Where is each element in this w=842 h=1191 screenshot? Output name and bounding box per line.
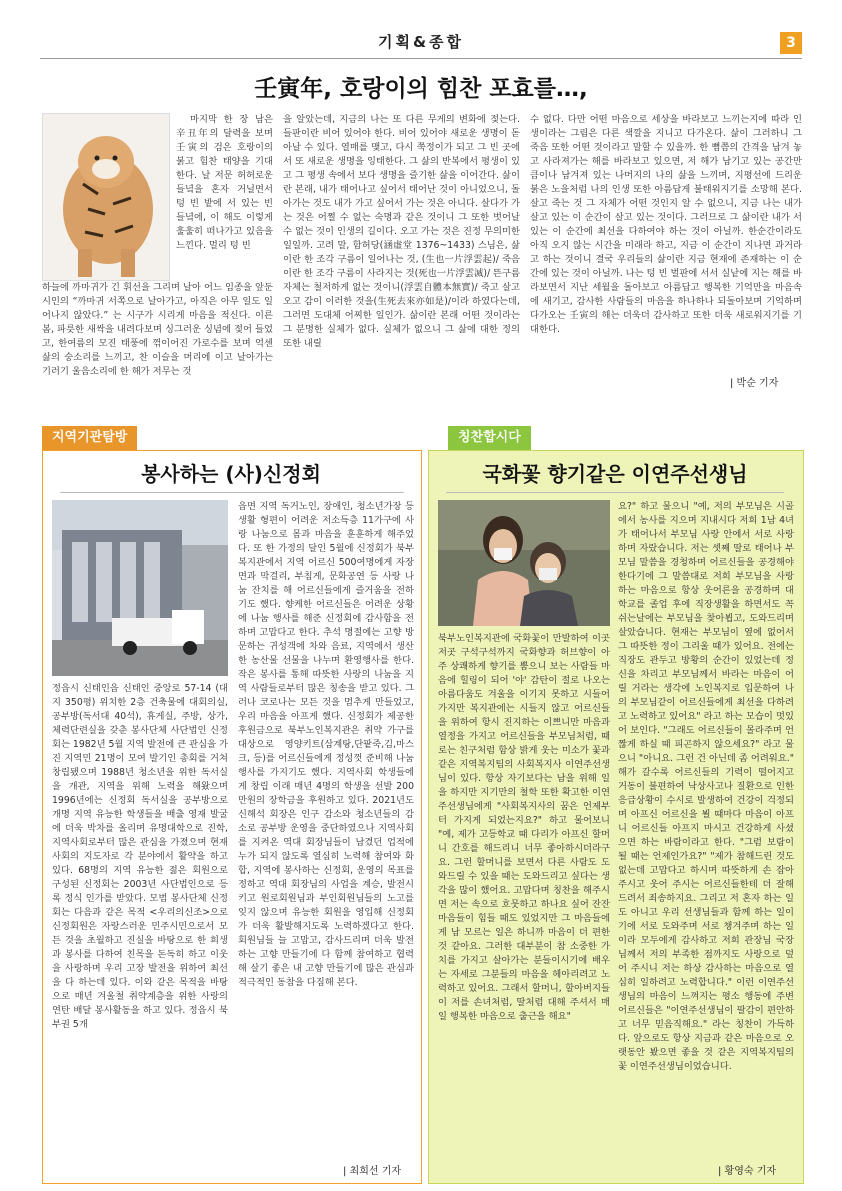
lead-column-2: 을 알았는데, 지금의 나는 또 다른 무게의 변화에 젖는다. 들판이란 비어 있어야 한다. 비어 있어야 새로운 생명이 돋아날 수 있다. 열매를 맺고, 다시 쭉정이가 되고 그 빈 곳에서 또 새로운 생명을 잉태한다. 그 삶의 반복에서 평생이 있고 그 평생 속에서 보다 생명을 즐기한 삶을 이어간다. 삶이란 본래, 내가 태어나고 싶어서 태어난 것이 아니었으니, 돌아가는 것도 내가 가고 싶어서 가는 것은 아니다. 살다가 가는 것은 어쩔 수 없는 숙명과 같은 것이니 그 또한 벗어날 수 없는 것이 인생의 길이다. 오고 가는 것은 진정 무의미한 일일까. 고려 말, 함허당(涵虛堂 1376~1433) 스님은, 삶이란 한 조각 구름이 일어나는 것, (生也一片浮雲起)/ 죽음이란 한 조각 구름이 사라지는 것(死也一片浮雲滅)/ 뜬구름 자체는 철저하게 없는 것이니(浮雲自體本無實)/ 죽고 살고 오고 감이 이러한 것을(生死去來亦如是)/이라 하였다는데, 그러면 도대체 어찌한 일인가. 삶이란 본래 어떤 것이라는 그 분명한 실체가 없다. 실체가 없으니 그 삶에 대한 정의 또한 내릴	[283, 114, 520, 349]
left-article-column-1: 정읍시 신태인읍 신태인 중앙로 57-14 (대지 350평) 위치한 2층 건축물에 대회의실, 공부방(독서대 40석), 휴게실, 주방, 상가, 체력단련실을 갖춘 봉사단체 사단법인 신정회는 1982년 5월 지역 발전에 큰 관심을 가진 지역민 21명이 모여 발기인 총회를 거쳐 창립됐으며 1988년 청소년을 위한 독서실을 개관, 지역을 위해 노력을 해왔으며 1996년에는 신정회 독서실을 공부방으로 개명 지역 유능한 학생들을 배출 영재 발굴에 더욱 박차를 올리며 유명대학으로 진학, 지역사회로부터 많은 관심을 가졌으며 현재 사회의 지도자로 각 분야에서 활약을 하고 있다. 68명의 지역 유능한 젊은 회원으로 구성된 신정회는 2003년 사단법인으로 등록 정식 인가를 받았다. 모범 봉사단체 신정회는 다음과 같은 목적 <우리의신조>으로 신정회원은 자랑스러운 민주시민으로서 모든 것을 초월하고 진실을 바탕으로 한 희생과 봉사를 다하여 친목을 돈독히 하고 이웃을 사랑하며 우리 고장 발전을 위하여 최선을 다 하는데 있다. 이와 같은 목적을 바탕으로 매년 겨울철 취약계층을 위한 사랑의 연탄 배달 봉사활동을 하고 있다. 정읍시 북부권 5개	[52, 683, 228, 1030]
left-section-title: 봉사하는 (사)신정회	[141, 462, 321, 486]
right-byline: | 황영숙 기자	[718, 1166, 777, 1177]
right-article-column-1: 북부노인복지관에 국화꽃이 만발하여 이곳저곳 구석구석까지 국화향과 허브향이 아주 상쾌하게 향기를 뿜으니 보는 사람들 마음에 힐링이 되어 '야' 감탄이 절로 나오는 아름다움도 겨울을 이기지 못하고 시들어 가지만 복지관에는 시들지 않고 어르신들을 위하여 항시 진지하는 이쁘니만 마음과 열정을 가지고 어르신들을 부모님처럼, 때로는 친구처럼 함상 밝게 웃는 미소가 꽃과 같은 지역복지팀의 사회복지사 이연주선생님이 있다. 항상 자기보다는 남을 위해 일을 하지만 지기만의 철학 또한 확고한 이연주선생님에게 "사회복지사의 꿈은 언제부터 가지게 되었는지요?" 하고 물어보니 "예, 제가 고등학교 때 다리가 아프신 할머니 간호를 해드리니 너무 좋아하시더라구요. 그런 할머니를 보면서 다른 사람도 도와드릴 수 있을 때는 도와드리고 싶다는 생각을 많이 했어요. 고맙다며 칭찬을 해주시면 저는 속으로 흐뭇하고 하나요 싶어 잔잔 마음들이 힘들 때도 있었지만 그 마음들에게 남 모르는 일은 하니까 마음이 더 편한 것 같아요. 그러한 대부분이 참 소중한 가치를 가지고 살아가는 분들이시기에 배우는 자세로 그분들의 마음을 헤아리려고 노력하고 있어요. 그래서 할머니, 할아버지들이 저를 손녀처럼, 딸처럼 대해 주셔서 매일 행복한 마음으로 출근을 해요"	[438, 633, 610, 1022]
page-header	[40, 28, 802, 59]
lead-column-3: 수 없다. 다만 어떤 마음으로 세상을 바라보고 느끼는지에 따라 인생이라는 그림은 다른 색깔을 지니고 다가온다. 삶이 그러하니 그 죽음 또한 어떤 것이라고 말할 수 있을까. 한 뼘쯤의 간격을 남겨 놓고 사라져가는 해를 바라보고 있으면, 저 해가 남기고 있는 공간만큼이나 남겨져 있는 나머지의 나의 삶을 느끼며, 지평선에 드리운 붉은 노을처럼 나의 인생 또한 아름답게 불태워지기를 소망해 본다. 살고 죽는 것 그 자체가 어떤 것인지 알 수 없으니, 지금 나는 내가 살고 있는 이 순간이 살고 있는 것이다. 그러므로 그 삶이란 내가 서 있는 이 순간에 최선을 다하여야 하는 것이 아닐까. 한순간이라도 아직 오지 않는 시간을 미래라 하고, 지금 이 순간이 지나면 과거라고 하는 것이니 결국 우리들의 삶이란 지금 현재에 존재하는 이 순간에 있는 것이 아닐까. 나는 텅 빈 벌판에 서서 실낱에 지는 해를 바라보면서 지난 세월을 돌아보고 아름답고 행복한 기억만을 마음속에 새기고, 감사한 사람들의 마음을 하나하나 되돌아보며 기억하며 다가오는 壬寅의 해는 더욱더 감사하고 또한 더욱 새로워지기를 기대한다.	[530, 114, 802, 335]
lead-byline: | 박순 기자	[730, 378, 779, 389]
left-byline: | 최희선 기자	[343, 1166, 402, 1177]
right-article-column-2: 요?" 하고 물으니 "예, 저의 부모님은 시골에서 농사를 지으며 지내시다 저희 1남 4녀가 태어나서 부모님 사랑 안에서 서로 사랑하며 자랐습니다. 저는 셋째 딸로 태어나 부모님 말씀을 경청하며 어르신들을 공경해야 한다기에 그 말씀대로 저희 부모님을 사랑하는 마음으로 항상 웃어른을 공경하며 대학교를 졸업 후에 직장생활을 하면서도 꼭 쉬는날에는 부모님을 찾아뵙고, 도와드리며 살았습니다. 현재는 부모님이 옆에 없어서 그 따뜻한 정이 그리울 때가 있어요. 전에는 직장도 관두고 방황의 순간이 있었는데 정신을 차리고 부모님께서 바라는 마음이 어릴 거라는 생각에 노인복지로 입문하여 나의 부모님같이 어르신들에게 최선을 다하려고 노력하고 있어요" 라고 하는 모습이 멋있어 보인다. "그래도 어르신들이 몰라주며 언짢게 하실 때 피곤하지 않으세요?" 라고 물으니 "아니요. 그런 건 아닌데 좀 어려워요." 해가 갈수록 어르신들의 기력이 떨어지고 거동이 불편하여 낙상사고나 질환으로 인한 응급상황이 수시로 발생하여 건강이 걱정되며 아프신 어르신을 뵐 때마다 마음이 아프니 어르신들 아프지 마시고 건강하게 사셨으면 하는 바람이라고 한다. "그럼 보람이 될 때는 언제인가요?" "제가 참해드린 것도 없는데 고맙다고 하시며 따뜻하게 손 잡아 주시고 웃어 주시는 어르신들한테 더 잘해 드려서 죄송하지요. 그리고 저 혼자 하는 일도 아니고 우리 선생님들과 함께 하는 일이기에 서로 도와주며 서로 챙겨주며 하는 일이라 모두에게 감사하고 저희 관장님 국장님께서 저의 부족한 점까지도 사랑으로 덮어 주시니 저는 하상 감사하는 마음으로 열심히 일하려고 노력합니다." 이런 이연주선생님의 마음이 느껴지는 평소 행동에 주변 어르신들은 "이연주선생님이 팔감이 편안하고 너무 믿음직해요." 라는 칭찬이 가득하다. 앞으로도 항상 지금과 같은 마음으로 오랫동안 봤으면 좋을 것 같은 지역복지팀의 꽃 이연주선생님이었습니다.	[618, 501, 794, 1072]
right-section-tag: 칭찬합시다	[448, 426, 531, 450]
lead-headline: 壬寅年, 호랑이의 힘찬 포효를…,	[254, 76, 588, 102]
lead-column-1-top: 마지막 한 장 남은 辛丑年의 달력을 보며 壬寅의 검은 호랑이의 붉고 힘찬 태양을 기대한다. 날 저문 허허로운 들녘을 혼자 거닐면서 텅 빈 밭에 서 있는 빈 들녘에, 이 해도 이렇게 훌훌히 떠나가고 있음을 느낀다. 멀리 텅 빈	[176, 114, 273, 251]
right-section-title: 국화꽃 향기같은 이연주선생님	[482, 462, 748, 486]
left-title-divider	[60, 492, 404, 493]
tiger-photo	[42, 113, 170, 281]
section-title: 기획&종합	[377, 33, 465, 51]
right-title-divider	[446, 492, 784, 493]
volunteer-photo	[438, 500, 610, 626]
left-article-column-2: 읍면 지역 독거노인, 장애인, 청소년가장 등 생활 형편이 어려운 저소득층 11가구에 사랑 나눔으로 몸과 마음을 훈훈하게 해주었다. 또 한 가정의 달인 5월에 신정회가 북부복지관에서 지역 어르신 500여명에게 자장면과 막걸리, 부침게, 문화공연 등 사랑 나눔 잔치를 해 어르신들에게 즐거움을 전하기도 했다. 향케한 어르신들은 어려운 상황에 나눔 행사를 해준 신정회에 감사함을 전하며 고맙다고 한다. 추석 명절에는 고향 방문하는 귀성객에 차와 음료, 지역에서 생산한 농산물 선물을 나누며 환영행사를 한다. 작은 봉사를 통해 따뜻한 사랑의 나눔을 지역 사람들로부터 많은 칭송을 받고 있다. 그러나 코로나는 모든 것을 멈추게 만들었고, 우리 마음을 아프게 했다. 신정회가 제공한 후원금으로 북부노인복지관은 취약 가구를 대상으로 영양키트(삼계탕,단팥죽,김,마스크, 등)를 어르신들에게 정성껏 준비해 나눔 행사를 가지기도 했다. 지역사회 학생들에게 창립 이래 매년 4명의 학생을 선발 200만원의 장학금을 후원하고 있다. 2021년도 신해석 회장은 인구 감소와 청소년들의 감소로 공부방 운영을 중단하였으나 지역사회를 지켜온 역대 회장님들이 남겼던 업적에 누가 되지 않도록 열심히 노력해 참여와 화합, 지역에 봉사하는 신정회, 운영의 목표를 정하고 역대 회장님의 사업을 계승, 발전시키고 원로회원님과 부인회원님들의 노고를 잊지 않으며 유능한 회원을 영입해 신정회가 더욱 활발해지도록 노력하겠다고 한다. 회원님들 늘 고맙고, 감사드리며 더욱 발전하는 고향 만들기에 다 함께 참여하고 협력해 살기 좋은 내 고향 만들기에 많은 관심과 적극적인 동참을 다짐해 본다.	[238, 501, 414, 988]
left-section-tag: 지역기관탐방	[42, 426, 137, 450]
lead-column-1-bottom: 하늘에 까마귀가 긴 휘선을 그리며 날아 어느 임종을 앞둔 시인의 “까마귀 서쪽으로 날아가고, 아직은 아무 일도 일어나지 않았다.” 는 시구가 시리게 마음을 적신다. 이른 봄, 파릇한 새싹을 내려다보며 싱그러운 싱념에 젖어 들었고, 한여름의 모진 태풍에 꺾이어진 가로수를 보며 억센 삶의 숭소리를 느끼고, 찬 이슬을 머리에 이고 날아가는 기러기 울음소리에 한 해가 저무는 것	[42, 282, 273, 377]
page-number: 3	[780, 32, 802, 54]
building-photo	[52, 500, 228, 676]
